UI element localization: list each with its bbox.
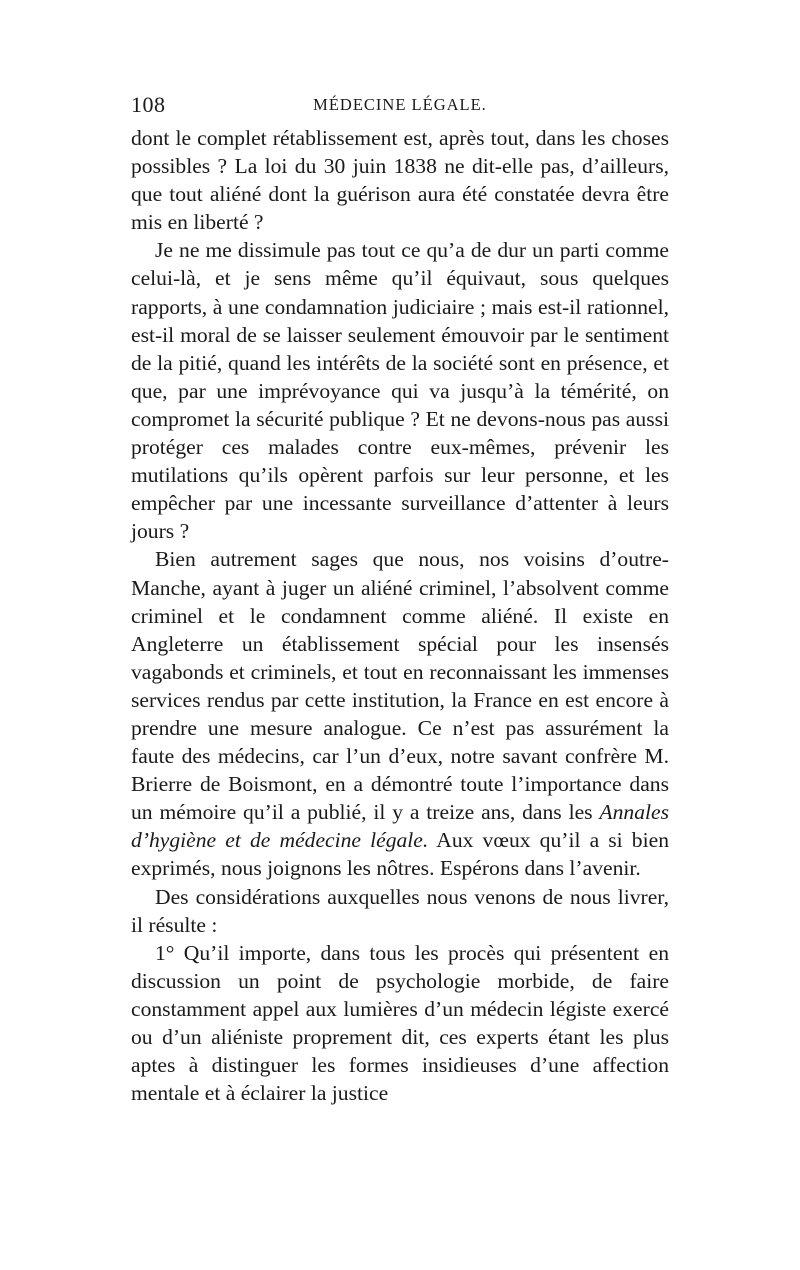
paragraph-continuation (131, 124, 669, 236)
page-number: 108 (131, 92, 166, 117)
paragraph-text: Bien autrement sages que nous, nos voisins d’outre-Manche, ayant à juger un aliéné criminel, l’absolvent comme criminel et le condamnent comme aliéné. Il existe en Angleterre un établissement spécial pour les insensés vagabonds et criminels, et tout en reconnaissant les immenses services rendus par cette institution, la France en est encore à prendre une mesure analogue. Ce n’est pas assurément la faute des médecins, car l’un d’eux, notre savant confrère M. Brierre de Boismont, en a démontré toute l’importance dans un mémoire qu’il a publié, il y a treize ans, dans les (131, 547, 669, 825)
running-title: MÉDECINE LÉGALE. (313, 95, 487, 114)
journal-title: Annales d’hygiène et de médecine légale. (131, 800, 669, 853)
paragraph-text: Je ne me dissimule pas tout ce qu’a de dur un parti comme celui-là, et je sens même qu’il équivaut, sous quelques rapports, à une condamnation judiciaire ; mais est-il rationnel, est-il moral de se laisser seulement émouvoir par le sentiment de la pitié, quand les intérêts de la société sont en présence, et que, par une imprévoyance qui va jusqu’à la témérité, on compromet la sécurité publique ? Et ne devons-nous pas aussi protéger ces malades contre eux-mêmes, prévenir les mutilations qu’ils opèrent parfois sur leur personne, et les empêcher par une incessante surveillance d’attenter à leurs jours ? (131, 238, 669, 544)
paragraph (131, 545, 669, 882)
running-head (131, 92, 669, 122)
paragraph-text-after: Aux vœux qu’il a si bien exprimés, nous joignons les nôtres. Espérons dans l’avenir. (131, 828, 669, 881)
paragraph-numbered (131, 939, 669, 1108)
paragraph-text: Des considérations auxquelles nous venons de nous livrer, il résulte : (131, 884, 669, 937)
paragraph-text: dont le complet rétablissement est, après tout, dans les choses possibles ? La loi du 30 juin 1838 ne dit-elle pas, d’ailleurs, que tout aliéné dont la guérison aura été constatée devra être mis en liberté ? (131, 126, 669, 235)
paragraph (131, 236, 669, 545)
body-text (131, 124, 669, 1107)
paragraph-text: 1° Qu’il importe, dans tous les procès qui présentent en discussion un point de psychologie morbide, de faire constamment appel aux lumières d’un médecin légiste exercé ou d’un aliéniste proprement dit, ces experts étant les plus aptes à distinguer les formes insidieuses d’une affection mentale et à éclairer la justice (131, 940, 669, 1106)
paragraph (131, 883, 669, 939)
